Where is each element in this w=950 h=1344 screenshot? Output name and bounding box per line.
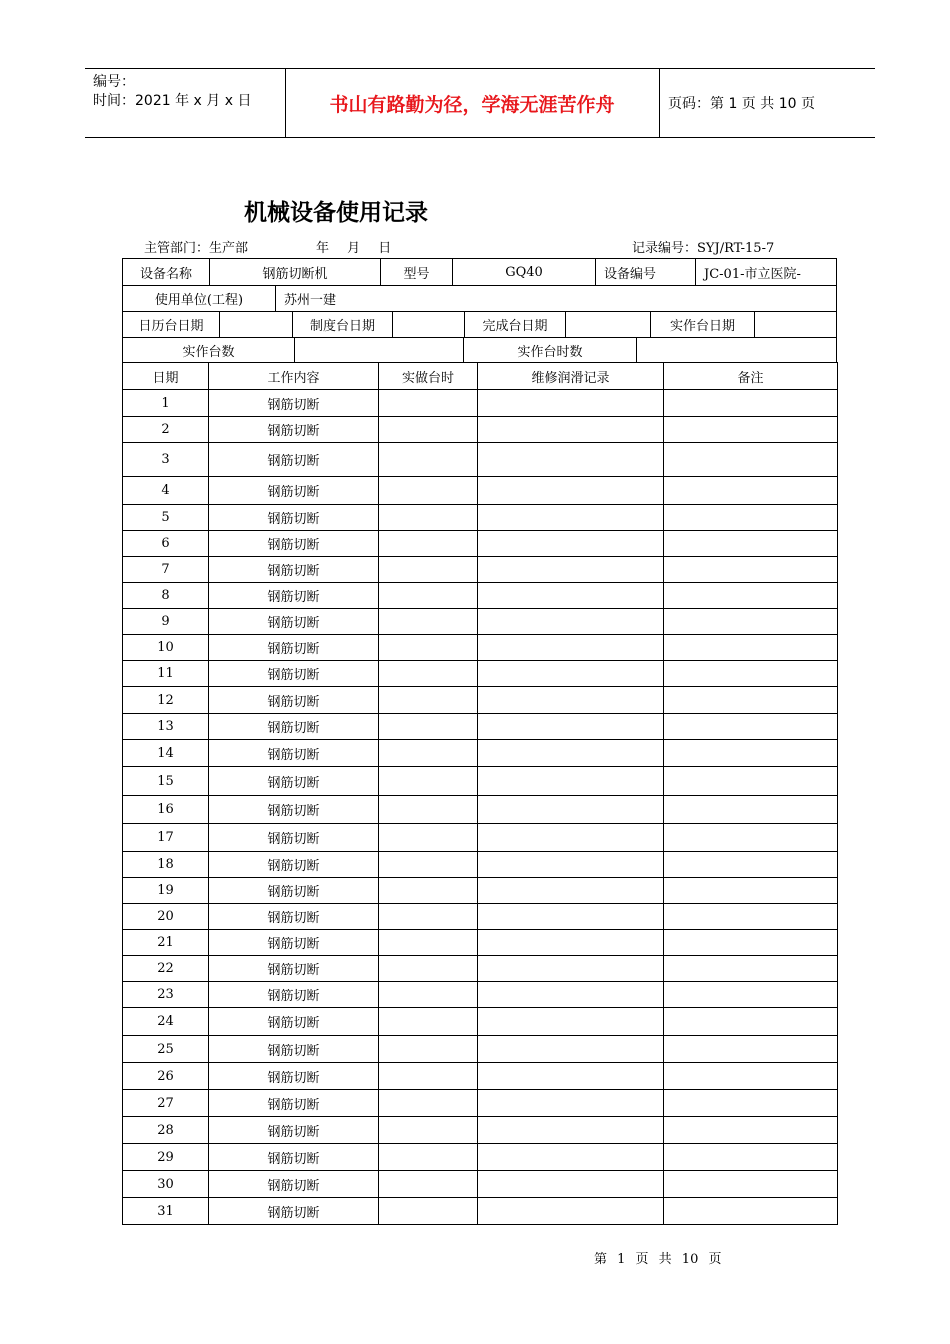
- remarks-cell: [664, 583, 838, 609]
- table-row: [123, 767, 838, 796]
- header-page-number: 页码：第 1 页 共 10 页: [668, 96, 815, 112]
- model-label: 型号: [380, 259, 452, 285]
- hours-cell: [379, 740, 478, 767]
- remarks-cell: [664, 687, 838, 714]
- date-cell: 15: [123, 767, 209, 796]
- maintenance-cell: [478, 1008, 664, 1036]
- table-row: [123, 557, 838, 583]
- date-cell: 5: [123, 505, 209, 531]
- table-row: [123, 1090, 838, 1117]
- hours-cell: [379, 417, 478, 443]
- table-row: [123, 740, 838, 767]
- document-title: 机械设备使用记录: [244, 200, 428, 226]
- header-slogan: 书山有路勤为径，学海无涯苦作舟: [329, 93, 615, 116]
- hours-cell: [379, 635, 478, 661]
- date-cell: 23: [123, 982, 209, 1008]
- hours-cell: [379, 505, 478, 531]
- actual-count-label: 实作台数: [182, 344, 235, 360]
- table-row: [123, 635, 838, 661]
- work-cell: 钢筋切断: [209, 904, 379, 930]
- work-cell: 钢筋切断: [209, 557, 379, 583]
- table-row: [123, 1171, 838, 1198]
- date-cell: 4: [123, 477, 209, 505]
- work-cell: 钢筋切断: [209, 1144, 379, 1171]
- maintenance-cell: [478, 852, 664, 878]
- hours-cell: [379, 1171, 478, 1198]
- table-row: [123, 583, 838, 609]
- table-row: [123, 417, 838, 443]
- maintenance-cell: [478, 505, 664, 531]
- date-cell: 8: [123, 583, 209, 609]
- table-row: [123, 1144, 838, 1171]
- maintenance-cell: [478, 687, 664, 714]
- actual-hours-value: [636, 338, 836, 362]
- hours-cell: [379, 824, 478, 852]
- record-number: 记录编号：SYJ/RT-15-7: [632, 241, 775, 256]
- remarks-cell: [664, 714, 838, 740]
- header-number: 编号：: [93, 74, 135, 90]
- remarks-cell: [664, 767, 838, 796]
- hours-cell: [379, 1036, 478, 1063]
- table-row: [123, 1063, 838, 1090]
- maintenance-cell: [478, 796, 664, 824]
- info-row: [122, 311, 837, 337]
- remarks-cell: [664, 878, 838, 904]
- department: 主管部门：生产部: [144, 241, 249, 256]
- remarks-cell: [664, 417, 838, 443]
- table-row: [123, 1036, 838, 1063]
- work-cell: 钢筋切断: [209, 687, 379, 714]
- equip-name-label: 设备名称: [139, 266, 192, 282]
- remarks-cell: [664, 740, 838, 767]
- date-cell: 29: [123, 1144, 209, 1171]
- table-row: [123, 904, 838, 930]
- date-cell: 24: [123, 1008, 209, 1036]
- date-cell: 31: [123, 1198, 209, 1225]
- work-cell: 钢筋切断: [209, 930, 379, 956]
- work-cell: 钢筋切断: [209, 714, 379, 740]
- date-cell: 26: [123, 1063, 209, 1090]
- calendar-days-value: [219, 312, 292, 337]
- table-row: [123, 477, 838, 505]
- maintenance-cell: [478, 443, 664, 477]
- table-row: [123, 824, 838, 852]
- table-row: [123, 714, 838, 740]
- hours-cell: [379, 1144, 478, 1171]
- info-row: [122, 337, 837, 363]
- hours-cell: [379, 1063, 478, 1090]
- date-cell: 28: [123, 1117, 209, 1144]
- maintenance-cell: [478, 1063, 664, 1090]
- calendar-days-label: 日历台日期: [138, 319, 204, 334]
- table-row: [123, 1008, 838, 1036]
- work-cell: 钢筋切断: [209, 1117, 379, 1144]
- date-cell: 30: [123, 1171, 209, 1198]
- table-row: [123, 852, 838, 878]
- maintenance-cell: [478, 878, 664, 904]
- equip-name-value: 钢筋切断机: [209, 259, 380, 285]
- page-header: [85, 68, 875, 138]
- equip-no-value: JC-01-市立医院-: [695, 259, 836, 285]
- date-cell: 2: [123, 417, 209, 443]
- remarks-cell: [664, 1008, 838, 1036]
- table-row: [123, 661, 838, 687]
- work-cell: 钢筋切断: [209, 1198, 379, 1225]
- hours-cell: [379, 390, 478, 417]
- work-cell: 钢筋切断: [209, 956, 379, 982]
- maintenance-cell: [478, 583, 664, 609]
- equip-no-label: 设备编号: [595, 259, 695, 285]
- work-cell: 钢筋切断: [209, 878, 379, 904]
- work-cell: 钢筋切断: [209, 1090, 379, 1117]
- maintenance-cell: [478, 904, 664, 930]
- maintenance-cell: [478, 1171, 664, 1198]
- table-row: [123, 1117, 838, 1144]
- date-cell: 12: [123, 687, 209, 714]
- table-row: [123, 390, 838, 417]
- system-days-label: 制度台日期: [292, 312, 392, 337]
- date-cell: 1: [123, 390, 209, 417]
- remarks-cell: [664, 635, 838, 661]
- maintenance-cell: [478, 390, 664, 417]
- remarks-cell: [664, 824, 838, 852]
- work-cell: 钢筋切断: [209, 796, 379, 824]
- info-row: [122, 258, 837, 285]
- work-cell: 钢筋切断: [209, 1171, 379, 1198]
- hours-cell: [379, 714, 478, 740]
- work-cell: 钢筋切断: [209, 661, 379, 687]
- table-row: [123, 531, 838, 557]
- date-cell: 27: [123, 1090, 209, 1117]
- usage-log-table: [122, 362, 838, 1225]
- col-header-maintenance: 维修润滑记录: [478, 363, 664, 390]
- hours-cell: [379, 583, 478, 609]
- maintenance-cell: [478, 557, 664, 583]
- hours-cell: [379, 557, 478, 583]
- date-cell: 6: [123, 531, 209, 557]
- hours-cell: [379, 904, 478, 930]
- work-cell: 钢筋切断: [209, 852, 379, 878]
- hours-cell: [379, 687, 478, 714]
- date-cell: 25: [123, 1036, 209, 1063]
- remarks-cell: [664, 852, 838, 878]
- date-cell: 21: [123, 930, 209, 956]
- table-row: [123, 878, 838, 904]
- table-row: [123, 930, 838, 956]
- maintenance-cell: [478, 477, 664, 505]
- completed-days-value: [565, 312, 650, 337]
- remarks-cell: [664, 1171, 838, 1198]
- maintenance-cell: [478, 635, 664, 661]
- model-value: GQ40: [452, 259, 595, 285]
- maintenance-cell: [478, 740, 664, 767]
- work-cell: 钢筋切断: [209, 417, 379, 443]
- maintenance-cell: [478, 1036, 664, 1063]
- work-cell: 钢筋切断: [209, 1036, 379, 1063]
- page-footer: 第 1 页 共 10 页: [594, 1252, 722, 1267]
- actual-count-value: [294, 338, 463, 362]
- date-cell: 9: [123, 609, 209, 635]
- completed-days-label: 完成台日期: [464, 312, 565, 337]
- work-cell: 钢筋切断: [209, 824, 379, 852]
- maintenance-cell: [478, 767, 664, 796]
- date-cell: 18: [123, 852, 209, 878]
- hours-cell: [379, 930, 478, 956]
- maintenance-cell: [478, 417, 664, 443]
- col-header-remarks: 备注: [664, 363, 838, 390]
- remarks-cell: [664, 531, 838, 557]
- date-cell: 11: [123, 661, 209, 687]
- hours-cell: [379, 477, 478, 505]
- table-row: [123, 796, 838, 824]
- date-placeholder: 年 月 日: [316, 241, 392, 256]
- table-row: [123, 1198, 838, 1225]
- remarks-cell: [664, 661, 838, 687]
- work-cell: 钢筋切断: [209, 767, 379, 796]
- maintenance-cell: [478, 824, 664, 852]
- table-row: [123, 982, 838, 1008]
- hours-cell: [379, 796, 478, 824]
- table-row: [123, 687, 838, 714]
- remarks-cell: [664, 1036, 838, 1063]
- maintenance-cell: [478, 714, 664, 740]
- maintenance-cell: [478, 930, 664, 956]
- date-cell: 17: [123, 824, 209, 852]
- work-cell: 钢筋切断: [209, 1063, 379, 1090]
- hours-cell: [379, 1198, 478, 1225]
- remarks-cell: [664, 477, 838, 505]
- header-meta: [93, 73, 283, 111]
- remarks-cell: [664, 904, 838, 930]
- hours-cell: [379, 878, 478, 904]
- date-cell: 22: [123, 956, 209, 982]
- actual-days-label: 实作台日期: [650, 312, 754, 337]
- date-cell: 20: [123, 904, 209, 930]
- remarks-cell: [664, 505, 838, 531]
- hours-cell: [379, 982, 478, 1008]
- table-row: [123, 443, 838, 477]
- date-cell: 14: [123, 740, 209, 767]
- remarks-cell: [664, 1063, 838, 1090]
- work-cell: 钢筋切断: [209, 505, 379, 531]
- remarks-cell: [664, 930, 838, 956]
- remarks-cell: [664, 956, 838, 982]
- col-header-date: 日期: [123, 363, 209, 390]
- maintenance-cell: [478, 1198, 664, 1225]
- actual-hours-label: 实作台时数: [463, 338, 636, 362]
- hours-cell: [379, 609, 478, 635]
- remarks-cell: [664, 1117, 838, 1144]
- work-cell: 钢筋切断: [209, 1008, 379, 1036]
- actual-days-value: [754, 312, 836, 337]
- hours-cell: [379, 1008, 478, 1036]
- work-cell: 钢筋切断: [209, 982, 379, 1008]
- table-body: [123, 390, 838, 1225]
- hours-cell: [379, 767, 478, 796]
- hours-cell: [379, 1090, 478, 1117]
- date-cell: 16: [123, 796, 209, 824]
- maintenance-cell: [478, 1117, 664, 1144]
- maintenance-cell: [478, 1144, 664, 1171]
- work-cell: 钢筋切断: [209, 583, 379, 609]
- maintenance-cell: [478, 1090, 664, 1117]
- hours-cell: [379, 956, 478, 982]
- remarks-cell: [664, 557, 838, 583]
- header-divider: [659, 69, 660, 137]
- date-cell: 3: [123, 443, 209, 477]
- remarks-cell: [664, 609, 838, 635]
- hours-cell: [379, 1117, 478, 1144]
- remarks-cell: [664, 443, 838, 477]
- unit-label: 使用单位(工程): [154, 293, 244, 308]
- header-time: 时间：2021 年 x 月 x 日: [93, 93, 252, 109]
- table-row: [123, 505, 838, 531]
- date-cell: 19: [123, 878, 209, 904]
- work-cell: 钢筋切断: [209, 740, 379, 767]
- work-cell: 钢筋切断: [209, 477, 379, 505]
- maintenance-cell: [478, 609, 664, 635]
- date-cell: 7: [123, 557, 209, 583]
- equipment-info: [122, 258, 837, 363]
- date-cell: 10: [123, 635, 209, 661]
- table-row: [123, 956, 838, 982]
- work-cell: 钢筋切断: [209, 443, 379, 477]
- maintenance-cell: [478, 661, 664, 687]
- work-cell: 钢筋切断: [209, 531, 379, 557]
- remarks-cell: [664, 982, 838, 1008]
- remarks-cell: [664, 1198, 838, 1225]
- work-cell: 钢筋切断: [209, 609, 379, 635]
- hours-cell: [379, 531, 478, 557]
- col-header-hours: 实做台时: [379, 363, 478, 390]
- maintenance-cell: [478, 956, 664, 982]
- hours-cell: [379, 661, 478, 687]
- work-cell: 钢筋切断: [209, 635, 379, 661]
- remarks-cell: [664, 1090, 838, 1117]
- work-cell: 钢筋切断: [209, 390, 379, 417]
- maintenance-cell: [478, 531, 664, 557]
- remarks-cell: [664, 1144, 838, 1171]
- hours-cell: [379, 852, 478, 878]
- table-header-row: [123, 363, 838, 390]
- remarks-cell: [664, 390, 838, 417]
- maintenance-cell: [478, 982, 664, 1008]
- remarks-cell: [664, 796, 838, 824]
- hours-cell: [379, 443, 478, 477]
- info-row: [122, 285, 837, 311]
- system-days-value: [392, 312, 464, 337]
- unit-value: 苏州一建: [275, 286, 836, 311]
- date-cell: 13: [123, 714, 209, 740]
- col-header-work: 工作内容: [209, 363, 379, 390]
- table-row: [123, 609, 838, 635]
